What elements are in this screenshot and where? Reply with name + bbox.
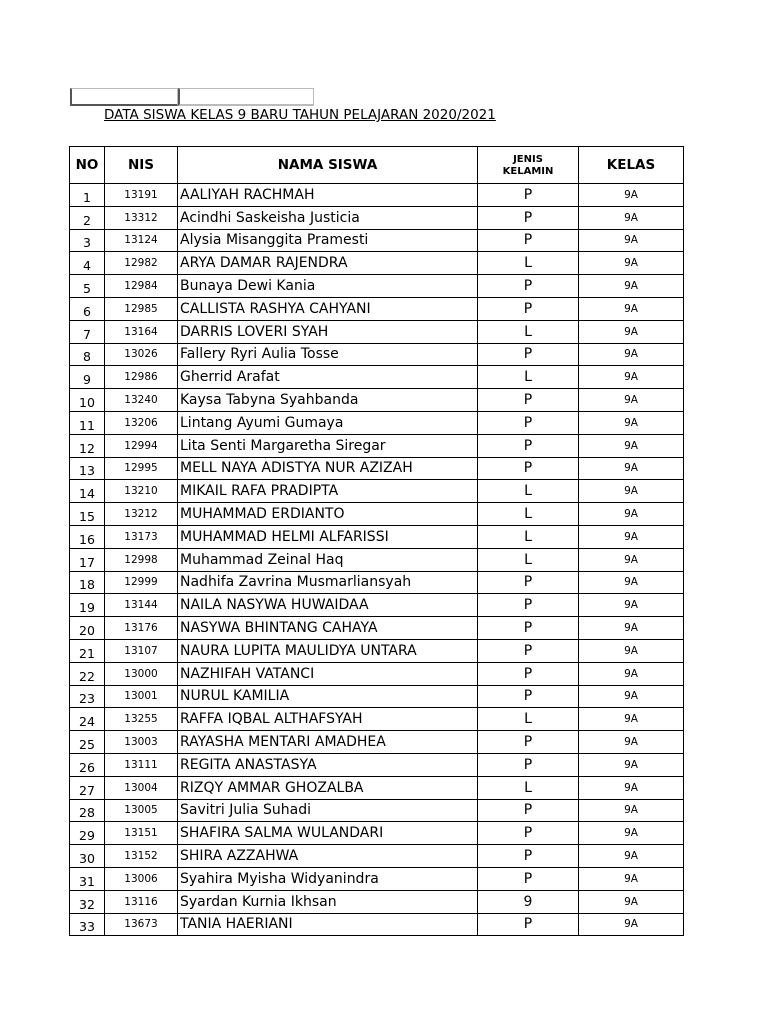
cell-kelas[interactable]: 9A: [579, 389, 684, 412]
cell-nis[interactable]: 13151: [105, 822, 178, 845]
cell-nis[interactable]: 12999: [105, 571, 178, 594]
cell-no[interactable]: 13: [70, 457, 105, 480]
cell-no[interactable]: 2: [70, 206, 105, 229]
cell-b1[interactable]: [178, 88, 314, 106]
table-row: [70, 776, 684, 799]
cell-nis[interactable]: 12982: [105, 252, 178, 275]
cell-nama[interactable]: RIZQY AMMAR GHOZALBA: [178, 776, 478, 799]
table-row: [70, 822, 684, 845]
cell-nama[interactable]: Lita Senti Margaretha Siregar: [178, 434, 478, 457]
cell-jenis-kelamin[interactable]: 9: [478, 890, 579, 913]
cell-kelas[interactable]: 9A: [579, 297, 684, 320]
cell-kelas[interactable]: 9A: [579, 571, 684, 594]
cell-jenis-kelamin[interactable]: L: [478, 776, 579, 799]
cell-jenis-kelamin[interactable]: P: [478, 297, 579, 320]
cell-nis[interactable]: 12984: [105, 275, 178, 298]
cell-jenis-kelamin[interactable]: L: [478, 320, 579, 343]
cell-kelas[interactable]: 9A: [579, 685, 684, 708]
cell-nama[interactable]: TANIA HAERIANI: [178, 913, 478, 936]
cell-nis[interactable]: 13124: [105, 229, 178, 252]
table-row: [70, 480, 684, 503]
cell-jenis-kelamin[interactable]: P: [478, 184, 579, 207]
table-row: [70, 845, 684, 868]
table-row: [70, 366, 684, 389]
cell-nis[interactable]: 13210: [105, 480, 178, 503]
table-row: [70, 297, 684, 320]
cell-nis[interactable]: 13144: [105, 594, 178, 617]
cell-kelas[interactable]: 9A: [579, 525, 684, 548]
cell-a1[interactable]: [70, 88, 178, 106]
cell-no[interactable]: 6: [70, 297, 105, 320]
cell-jenis-kelamin[interactable]: P: [478, 206, 579, 229]
table-row: [70, 503, 684, 526]
cell-no[interactable]: 14: [70, 480, 105, 503]
table-row: [70, 525, 684, 548]
cell-no[interactable]: 3: [70, 229, 105, 252]
cell-nis[interactable]: 13164: [105, 320, 178, 343]
table-row: [70, 639, 684, 662]
cell-no[interactable]: 8: [70, 343, 105, 366]
cell-no[interactable]: 9: [70, 366, 105, 389]
cell-nama[interactable]: RAFFA IQBAL ALTHAFSYAH: [178, 708, 478, 731]
cell-kelas[interactable]: 9A: [579, 639, 684, 662]
cell-nama[interactable]: Kaysa Tabyna Syahbanda: [178, 389, 478, 412]
cell-nis[interactable]: 12986: [105, 366, 178, 389]
cell-nis[interactable]: 13152: [105, 845, 178, 868]
cell-kelas[interactable]: 9A: [579, 890, 684, 913]
cell-jenis-kelamin[interactable]: P: [478, 457, 579, 480]
cell-jenis-kelamin[interactable]: P: [478, 731, 579, 754]
table-row: [70, 411, 684, 434]
cell-nama[interactable]: MELL NAYA ADISTYA NUR AZIZAH: [178, 457, 478, 480]
cell-nis[interactable]: 13026: [105, 343, 178, 366]
cell-nis[interactable]: 13312: [105, 206, 178, 229]
cell-kelas[interactable]: 9A: [579, 822, 684, 845]
header-no: NO: [70, 147, 105, 184]
student-table: [69, 146, 684, 936]
cell-nis[interactable]: 12985: [105, 297, 178, 320]
cell-no[interactable]: 23: [70, 685, 105, 708]
cell-nis[interactable]: 13255: [105, 708, 178, 731]
cell-no[interactable]: 31: [70, 867, 105, 890]
header-nis: NIS: [105, 147, 178, 184]
cell-nama[interactable]: Nadhifa Zavrina Musmarliansyah: [178, 571, 478, 594]
cell-kelas[interactable]: 9A: [579, 411, 684, 434]
cell-jenis-kelamin[interactable]: P: [478, 389, 579, 412]
cell-jenis-kelamin[interactable]: P: [478, 617, 579, 640]
cell-nama[interactable]: MUHAMMAD HELMI ALFARISSI: [178, 525, 478, 548]
cell-no[interactable]: 20: [70, 617, 105, 640]
cell-kelas[interactable]: 9A: [579, 845, 684, 868]
cell-jenis-kelamin[interactable]: L: [478, 708, 579, 731]
cell-kelas[interactable]: 9A: [579, 753, 684, 776]
cell-nama[interactable]: ARYA DAMAR RAJENDRA: [178, 252, 478, 275]
cell-kelas[interactable]: 9A: [579, 731, 684, 754]
selected-cells[interactable]: [70, 88, 314, 106]
cell-jenis-kelamin[interactable]: P: [478, 867, 579, 890]
cell-nis[interactable]: 12995: [105, 457, 178, 480]
cell-jenis-kelamin[interactable]: P: [478, 913, 579, 936]
cell-kelas[interactable]: 9A: [579, 252, 684, 275]
cell-no[interactable]: 24: [70, 708, 105, 731]
cell-jenis-kelamin[interactable]: L: [478, 252, 579, 275]
cell-nis[interactable]: 13206: [105, 411, 178, 434]
cell-jenis-kelamin[interactable]: P: [478, 411, 579, 434]
cell-nama[interactable]: Bunaya Dewi Kania: [178, 275, 478, 298]
cell-jenis-kelamin[interactable]: P: [478, 275, 579, 298]
cell-no[interactable]: 5: [70, 275, 105, 298]
cell-jenis-kelamin[interactable]: L: [478, 503, 579, 526]
cell-jenis-kelamin[interactable]: L: [478, 366, 579, 389]
cell-no[interactable]: 26: [70, 753, 105, 776]
cell-kelas[interactable]: 9A: [579, 503, 684, 526]
cell-nis[interactable]: 12998: [105, 548, 178, 571]
cell-kelas[interactable]: 9A: [579, 776, 684, 799]
cell-kelas[interactable]: 9A: [579, 184, 684, 207]
cell-no[interactable]: 12: [70, 434, 105, 457]
table-row: [70, 434, 684, 457]
cell-no[interactable]: 21: [70, 639, 105, 662]
cell-nama[interactable]: Syahira Myisha Widyanindra: [178, 867, 478, 890]
table-row: [70, 594, 684, 617]
cell-nama[interactable]: SHIRA AZZAHWA: [178, 845, 478, 868]
cell-nis[interactable]: 13107: [105, 639, 178, 662]
cell-jenis-kelamin[interactable]: P: [478, 434, 579, 457]
cell-nama[interactable]: Savitri Julia Suhadi: [178, 799, 478, 822]
cell-nama[interactable]: Syardan Kurnia Ikhsan: [178, 890, 478, 913]
cell-nis[interactable]: 13212: [105, 503, 178, 526]
cell-nis[interactable]: 13006: [105, 867, 178, 890]
cell-jenis-kelamin[interactable]: L: [478, 480, 579, 503]
cell-no[interactable]: 18: [70, 571, 105, 594]
cell-nis[interactable]: 13001: [105, 685, 178, 708]
cell-nama[interactable]: NAZHIFAH VATANCI: [178, 662, 478, 685]
table-row: [70, 890, 684, 913]
cell-no[interactable]: 1: [70, 184, 105, 207]
cell-nama[interactable]: Acindhi Saskeisha Justicia: [178, 206, 478, 229]
header-kelas: KELAS: [579, 147, 684, 184]
cell-nis[interactable]: 13111: [105, 753, 178, 776]
cell-nama[interactable]: AALIYAH RACHMAH: [178, 184, 478, 207]
cell-no[interactable]: 4: [70, 252, 105, 275]
table-row: [70, 685, 684, 708]
table-row: [70, 229, 684, 252]
cell-kelas[interactable]: 9A: [579, 799, 684, 822]
cell-kelas[interactable]: 9A: [579, 320, 684, 343]
cell-no[interactable]: 10: [70, 389, 105, 412]
cell-nis[interactable]: 13173: [105, 525, 178, 548]
cell-kelas[interactable]: 9A: [579, 229, 684, 252]
cell-nis[interactable]: 13176: [105, 617, 178, 640]
cell-jenis-kelamin[interactable]: P: [478, 685, 579, 708]
table-row: [70, 320, 684, 343]
table-row: [70, 867, 684, 890]
cell-nama[interactable]: NAILA NASYWA HUWAIDAA: [178, 594, 478, 617]
header-jk-line2: KELAMIN: [502, 166, 554, 177]
header-nama: NAMA SISWA: [178, 147, 478, 184]
cell-jenis-kelamin[interactable]: P: [478, 822, 579, 845]
cell-nis[interactable]: 13240: [105, 389, 178, 412]
table-row: [70, 343, 684, 366]
cell-jenis-kelamin[interactable]: P: [478, 753, 579, 776]
table-row: [70, 457, 684, 480]
cell-nama[interactable]: NAURA LUPITA MAULIDYA UNTARA: [178, 639, 478, 662]
cell-nis[interactable]: 13005: [105, 799, 178, 822]
cell-nama[interactable]: Gherrid Arafat: [178, 366, 478, 389]
table-row: [70, 571, 684, 594]
cell-kelas[interactable]: 9A: [579, 594, 684, 617]
cell-no[interactable]: 7: [70, 320, 105, 343]
cell-kelas[interactable]: 9A: [579, 434, 684, 457]
table-row: [70, 275, 684, 298]
table-row: [70, 184, 684, 207]
cell-nama[interactable]: CALLISTA RASHYA CAHYANI: [178, 297, 478, 320]
cell-nama[interactable]: REGITA ANASTASYA: [178, 753, 478, 776]
cell-nama[interactable]: DARRIS LOVERI SYAH: [178, 320, 478, 343]
table-row: [70, 913, 684, 936]
cell-nama[interactable]: Muhammad Zeinal Haq: [178, 548, 478, 571]
cell-no[interactable]: 29: [70, 822, 105, 845]
cell-nis[interactable]: 13116: [105, 890, 178, 913]
cell-kelas[interactable]: 9A: [579, 662, 684, 685]
cell-jenis-kelamin[interactable]: P: [478, 799, 579, 822]
cell-no[interactable]: 25: [70, 731, 105, 754]
cell-jenis-kelamin[interactable]: P: [478, 845, 579, 868]
table-row: [70, 662, 684, 685]
table-row: [70, 731, 684, 754]
cell-kelas[interactable]: 9A: [579, 366, 684, 389]
cell-kelas[interactable]: 9A: [579, 617, 684, 640]
cell-kelas[interactable]: 9A: [579, 708, 684, 731]
table-row: [70, 548, 684, 571]
header-jenis-kelamin: [478, 147, 579, 184]
cell-nama[interactable]: Fallery Ryri Aulia Tosse: [178, 343, 478, 366]
table-row: [70, 708, 684, 731]
cell-jenis-kelamin[interactable]: L: [478, 525, 579, 548]
cell-no[interactable]: 33: [70, 913, 105, 936]
cell-kelas[interactable]: 9A: [579, 867, 684, 890]
header-row: [70, 147, 684, 184]
cell-kelas[interactable]: 9A: [579, 548, 684, 571]
cell-no[interactable]: 15: [70, 503, 105, 526]
cell-jenis-kelamin[interactable]: P: [478, 229, 579, 252]
cell-kelas[interactable]: 9A: [579, 480, 684, 503]
cell-nama[interactable]: Lintang Ayumi Gumaya: [178, 411, 478, 434]
cell-no[interactable]: 30: [70, 845, 105, 868]
table-row: [70, 799, 684, 822]
cell-nama[interactable]: Alysia Misanggita Pramesti: [178, 229, 478, 252]
cell-jenis-kelamin[interactable]: L: [478, 548, 579, 571]
cell-nama[interactable]: RAYASHA MENTARI AMADHEA: [178, 731, 478, 754]
cell-jenis-kelamin[interactable]: P: [478, 571, 579, 594]
cell-nama[interactable]: NURUL KAMILIA: [178, 685, 478, 708]
cell-nis[interactable]: 13673: [105, 913, 178, 936]
cell-no[interactable]: 16: [70, 525, 105, 548]
table-row: [70, 389, 684, 412]
cell-nis[interactable]: 13003: [105, 731, 178, 754]
cell-nis[interactable]: 13004: [105, 776, 178, 799]
cell-jenis-kelamin[interactable]: P: [478, 639, 579, 662]
cell-nis[interactable]: 13000: [105, 662, 178, 685]
cell-no[interactable]: 22: [70, 662, 105, 685]
cell-jenis-kelamin[interactable]: P: [478, 662, 579, 685]
cell-kelas[interactable]: 9A: [579, 913, 684, 936]
cell-jenis-kelamin[interactable]: P: [478, 594, 579, 617]
cell-nama[interactable]: MUHAMMAD ERDIANTO: [178, 503, 478, 526]
table-row: [70, 617, 684, 640]
cell-no[interactable]: 28: [70, 799, 105, 822]
table-row: [70, 206, 684, 229]
cell-nama[interactable]: NASYWA BHINTANG CAHAYA: [178, 617, 478, 640]
table-row: [70, 753, 684, 776]
cell-no[interactable]: 32: [70, 890, 105, 913]
cell-kelas[interactable]: 9A: [579, 275, 684, 298]
page-title: DATA SISWA KELAS 9 BARU TAHUN PELAJARAN 2020/2021: [104, 107, 496, 123]
cell-no[interactable]: 11: [70, 411, 105, 434]
cell-nama[interactable]: MIKAIL RAFA PRADIPTA: [178, 480, 478, 503]
cell-no[interactable]: 19: [70, 594, 105, 617]
table-row: [70, 252, 684, 275]
cell-nama[interactable]: SHAFIRA SALMA WULANDARI: [178, 822, 478, 845]
cell-jenis-kelamin[interactable]: P: [478, 343, 579, 366]
cell-nis[interactable]: 13191: [105, 184, 178, 207]
cell-no[interactable]: 27: [70, 776, 105, 799]
cell-no[interactable]: 17: [70, 548, 105, 571]
header-jk-line1: JENIS: [513, 154, 543, 165]
cell-kelas[interactable]: 9A: [579, 206, 684, 229]
cell-kelas[interactable]: 9A: [579, 343, 684, 366]
cell-kelas[interactable]: 9A: [579, 457, 684, 480]
cell-nis[interactable]: 12994: [105, 434, 178, 457]
